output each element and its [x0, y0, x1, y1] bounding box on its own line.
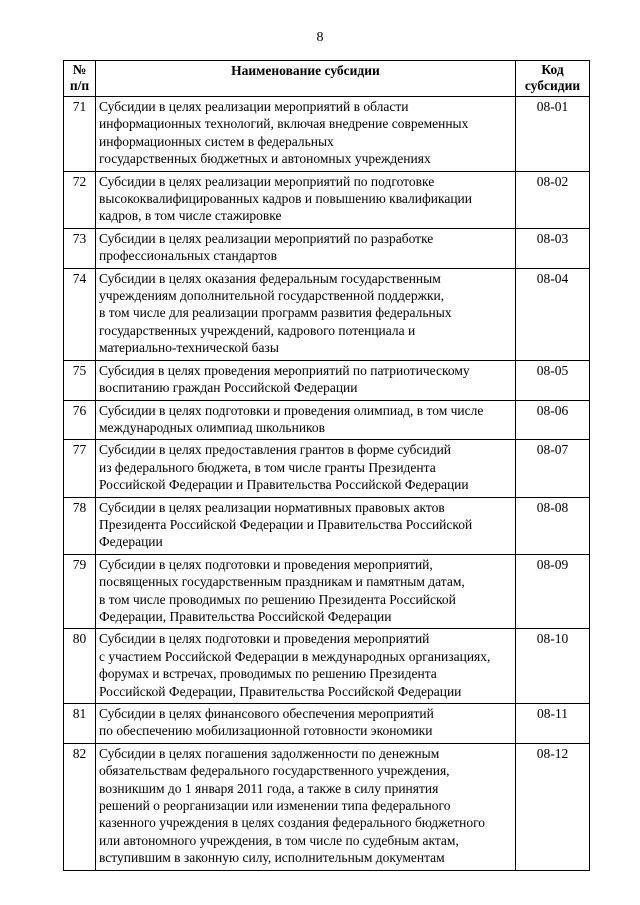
subsidy-name-line: Президента Российской Федерации и Правительства Российской	[99, 516, 473, 532]
subsidy-name-line: Федерации	[99, 534, 163, 550]
header-code-line1: Код	[541, 62, 564, 77]
row-number: 75	[64, 360, 96, 400]
subsidy-name-line: Субсидии в целях подготовки и проведения мероприятий,	[99, 556, 433, 572]
subsidy-name-line: информационных систем в федеральных	[99, 133, 334, 149]
subsidy-name-line: воспитанию граждан Российской Федерации	[99, 380, 358, 396]
subsidy-name	[96, 743, 516, 870]
subsidy-name-line: Субсидии в целях финансового обеспечения мероприятий	[99, 706, 434, 721]
subsidy-name-line: профессиональных стандартов	[99, 248, 277, 264]
subsidy-name-line: форумах и встречах, проводимых по решению Президента	[99, 666, 437, 682]
subsidy-code: 08-05	[516, 360, 590, 400]
row-number: 71	[64, 97, 96, 172]
table-row	[64, 228, 590, 268]
subsidy-code: 08-07	[516, 440, 590, 497]
subsidy-name	[96, 629, 516, 704]
subsidy-name-line: в том числе проводимых по решению Президента Российской	[99, 591, 456, 607]
table-row	[64, 629, 590, 704]
subsidy-name-line: вступившим в законную силу, исполнительным документам	[99, 850, 445, 866]
subsidy-name-line: или автономного учреждения, в том числе по судебным актам,	[99, 832, 459, 848]
subsidy-name-line: посвященных государственным праздникам и памятным датам,	[99, 574, 465, 590]
subsidy-name-line: кадров, в том числе стажировке	[99, 208, 282, 224]
subsidy-name-line: Субсидии в целях оказания федеральным государственным	[99, 270, 441, 286]
table-row	[64, 360, 590, 400]
subsidy-name-line: государственных бюджетных и автономных учреждениях	[99, 151, 431, 167]
subsidy-name-line: Российской Федерации, Правительства Российской Федерации	[99, 683, 462, 699]
subsidy-name-line: в том числе для реализации программ развития федеральных	[99, 305, 452, 321]
subsidy-name	[96, 554, 516, 629]
subsidy-name-line: Субсидии в целях реализации мероприятий по разработке	[99, 230, 434, 246]
subsidy-code: 08-02	[516, 171, 590, 228]
subsidy-name-line: высококвалифицированных кадров и повышению квалификации	[99, 191, 472, 207]
header-code-line2: субсидии	[524, 77, 581, 93]
row-number: 72	[64, 171, 96, 228]
subsidy-code: 08-10	[516, 629, 590, 704]
subsidy-name-line: Субсидия в целях проведения мероприятий по патриотическому	[99, 362, 470, 378]
subsidy-code: 08-11	[516, 704, 590, 744]
table-header-row	[64, 61, 590, 97]
subsidy-name-line: возникшим до 1 января 2011 года, а также в силу принятия	[99, 780, 439, 796]
subsidy-name	[96, 97, 516, 172]
header-number	[64, 61, 96, 97]
table-row	[64, 497, 590, 554]
subsidy-code: 08-08	[516, 497, 590, 554]
table-row	[64, 97, 590, 172]
row-number: 78	[64, 497, 96, 554]
subsidy-name	[96, 171, 516, 228]
subsidy-name-line: по обеспечению мобилизационной готовности экономики	[99, 723, 433, 739]
subsidy-name	[96, 228, 516, 268]
subsidy-name-line: Российской Федерации и Правительства Российской Федерации	[99, 477, 469, 493]
table-row	[64, 743, 590, 870]
subsidy-name-line: Субсидии в целях подготовки и проведения олимпиад, в том числе	[99, 402, 484, 418]
row-number: 81	[64, 704, 96, 744]
subsidy-name-line: Субсидии в целях реализации мероприятий по подготовке	[99, 173, 435, 189]
subsidy-name	[96, 360, 516, 400]
subsidy-name	[96, 268, 516, 360]
subsidy-name	[96, 497, 516, 554]
table-row	[64, 400, 590, 440]
subsidy-code: 08-09	[516, 554, 590, 629]
subsidy-name-line: обязательствам федерального государственного учреждения,	[99, 763, 450, 779]
subsidy-name-line: Федерации, Правительства Российской Федерации	[99, 608, 392, 624]
row-number: 77	[64, 440, 96, 497]
subsidy-table	[63, 60, 590, 871]
subsidy-name-line: из федерального бюджета, в том числе гранты Президента	[99, 459, 436, 475]
subsidy-code: 08-04	[516, 268, 590, 360]
subsidy-code: 08-03	[516, 228, 590, 268]
table-row	[64, 171, 590, 228]
row-number: 79	[64, 554, 96, 629]
subsidy-name-line: материально-технической базы	[99, 340, 279, 356]
row-number: 82	[64, 743, 96, 870]
table-row	[64, 554, 590, 629]
subsidy-name-line: международных олимпиад школьников	[99, 419, 326, 435]
subsidy-name-line: Субсидии в целях реализации нормативных правовых актов	[99, 499, 445, 515]
row-number: 76	[64, 400, 96, 440]
subsidy-name-line: учреждениям дополнительной государственной поддержки,	[99, 288, 445, 304]
subsidy-name	[96, 704, 516, 744]
table-row	[64, 704, 590, 744]
subsidy-name-line: Субсидии в целях предоставления грантов в форме субсидий	[99, 442, 452, 458]
header-code	[516, 61, 590, 97]
table-row	[64, 268, 590, 360]
subsidy-name-line: с участием Российской Федерации в международных организациях,	[99, 648, 491, 664]
subsidy-name-line: казенного учреждения в целях создания федерального бюджетного	[99, 815, 486, 831]
page-number: 8	[316, 30, 324, 45]
subsidy-name-line: Субсидии в целях погашения задолженности по денежным	[99, 745, 440, 761]
header-number-line1: №	[72, 62, 87, 77]
header-name: Наименование субсидии	[96, 61, 516, 97]
subsidy-name-line: Субсидии в целях подготовки и проведения мероприятий	[99, 631, 430, 647]
subsidy-name	[96, 400, 516, 440]
table-row	[64, 440, 590, 497]
subsidy-name-line: решений о реорганизации или изменении типа федерального	[99, 798, 451, 814]
row-number: 80	[64, 629, 96, 704]
subsidy-code: 08-12	[516, 743, 590, 870]
row-number: 73	[64, 228, 96, 268]
subsidy-code: 08-01	[516, 97, 590, 172]
subsidy-name	[96, 440, 516, 497]
header-number-line2: п/п	[69, 77, 90, 93]
subsidy-name-line: информационных технологий, включая внедрение современных	[99, 116, 469, 132]
row-number: 74	[64, 268, 96, 360]
subsidy-code: 08-06	[516, 400, 590, 440]
subsidy-name-line: Субсидии в целях реализации мероприятий в области	[99, 99, 409, 114]
subsidy-name-line: государственных учреждений, кадрового потенциала и	[99, 322, 416, 338]
